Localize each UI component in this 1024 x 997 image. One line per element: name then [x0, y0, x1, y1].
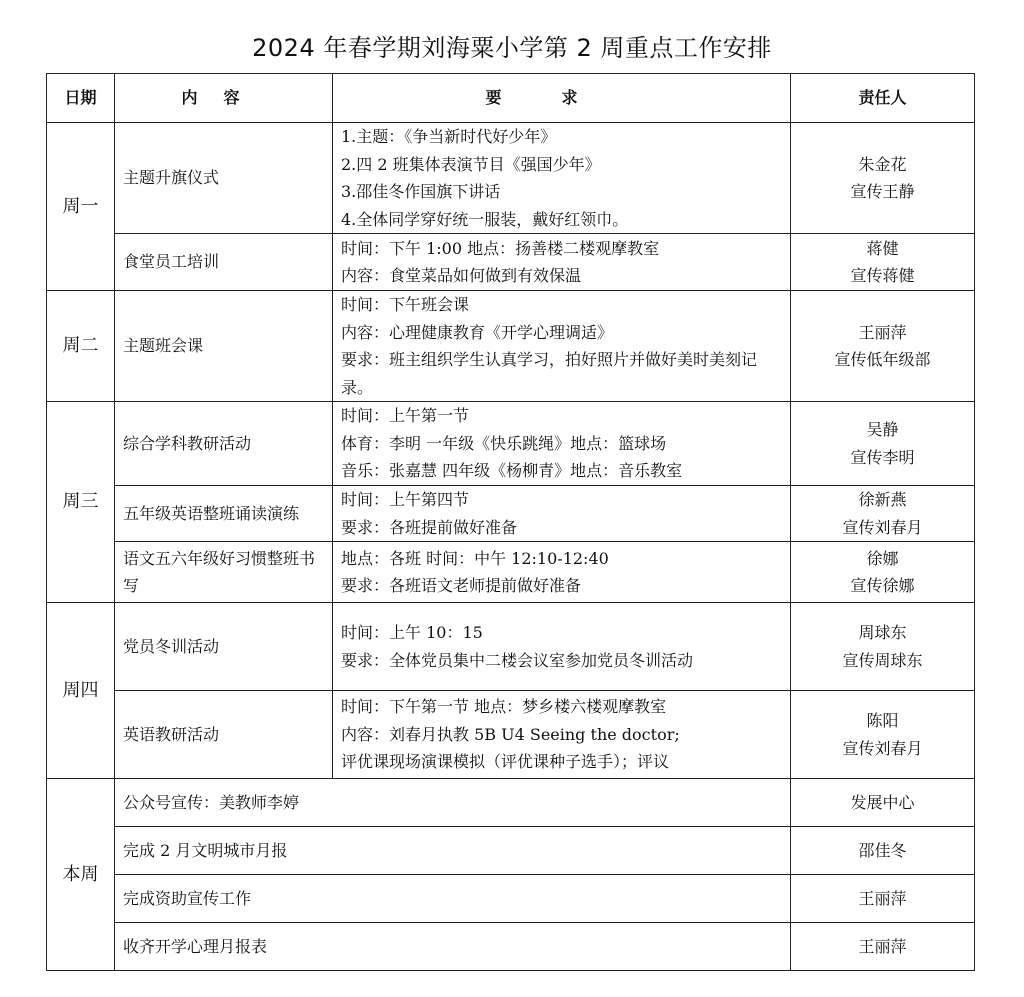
requirement-line: 要求：各班提前做好准备 [341, 517, 518, 537]
table-row [47, 123, 975, 234]
content-cell: 公众号宣传：美教师李婷 [115, 779, 791, 827]
content-cell: 主题班会课 [115, 291, 333, 402]
content-cell: 完成资助宣传工作 [115, 875, 791, 923]
owner-name: 徐新燕 [858, 490, 907, 509]
requirement-line: 评优课现场演课模拟（评优课种子选手）；评议 [341, 752, 670, 772]
requirement-cell [333, 603, 791, 691]
requirement-line: 4.全体同学穿好统一服装，戴好红领巾。 [341, 209, 629, 229]
owner-name: 宣传周球东 [842, 650, 923, 670]
table-row [47, 923, 975, 971]
table-row [47, 291, 975, 402]
owner-name: 朱金花 [858, 154, 907, 174]
requirement-line: 要求：各班语文老师提前做好准备 [341, 576, 582, 595]
owner-name: 宣传李明 [850, 447, 915, 467]
requirement-cell [333, 542, 791, 603]
table-row [47, 779, 975, 827]
owner-name: 邵佳冬 [858, 840, 907, 860]
content-cell: 党员冬训活动 [115, 603, 333, 691]
owner-cell [791, 402, 975, 486]
requirement-cell [333, 402, 791, 486]
owner-name: 王丽萍 [858, 936, 907, 956]
table-row [47, 875, 975, 923]
table-row [47, 691, 975, 779]
day-monday: 周一 [47, 123, 115, 291]
owner-cell [791, 875, 975, 923]
requirement-line: 内容：心理健康教育《开学心理调适》 [341, 322, 614, 342]
owner-cell [791, 603, 975, 691]
owner-name: 徐娜 [866, 548, 899, 568]
table-row [47, 603, 975, 691]
day-wednesday: 周三 [47, 402, 115, 603]
content-cell: 主题升旗仪式 [115, 123, 333, 234]
owner-name: 王丽萍 [858, 322, 907, 342]
table-row [47, 486, 975, 542]
content-cell [115, 542, 333, 603]
requirement-line: 体育：李明 一年级《快乐跳绳》地点：篮球场 [341, 433, 667, 453]
requirement-line: 时间：上午 10：15 [341, 623, 483, 642]
requirement-line: 音乐：张嘉慧 四年级《杨柳青》地点：音乐教室 [341, 461, 683, 481]
owner-cell [791, 779, 975, 827]
owner-name: 宣传蒋健 [850, 266, 915, 285]
header-owner: 责任人 [791, 74, 975, 123]
content-cell: 完成 2 月文明城市月报 [115, 827, 791, 875]
owner-name: 发展中心 [850, 792, 915, 812]
requirement-line: 要求：全体党员集中二楼会议室参加党员冬训活动 [341, 650, 694, 670]
requirement-cell [333, 486, 791, 542]
content-cell: 食堂员工培训 [115, 234, 333, 291]
table-row [47, 827, 975, 875]
header-row [47, 74, 975, 123]
content-cell: 五年级英语整班诵读演练 [115, 486, 333, 542]
content-cell: 英语教研活动 [115, 691, 333, 779]
owner-name: 陈阳 [866, 711, 899, 730]
owner-cell [791, 691, 975, 779]
requirement-line: 时间：上午第一节 [341, 406, 470, 426]
requirement-line: 内容：食堂菜品如何做到有效保温 [341, 266, 582, 285]
owner-cell [791, 486, 975, 542]
requirement-cell [333, 291, 791, 402]
requirement-cell [333, 234, 791, 291]
page-title: 2024 年春学期刘海粟小学第 2 周重点工作安排 [252, 34, 772, 62]
day-thursday: 周四 [47, 603, 115, 779]
requirement-line: 3.邵佳冬作国旗下讲话 [341, 182, 501, 201]
header-requirement: 要求 [333, 74, 791, 123]
requirement-line: 2.四 2 班集体表演节目《强国少年》 [341, 154, 601, 174]
requirement-line: 时间：下午班会课 [341, 295, 470, 314]
owner-cell [791, 291, 975, 402]
owner-name: 宣传徐娜 [850, 576, 915, 595]
requirement-line: 地点：各班 时间：中午 12:10-12:40 [341, 548, 609, 568]
owner-name: 王丽萍 [858, 888, 907, 908]
header-content: 内容 [115, 74, 333, 123]
requirement-line: 时间：下午第一节 地点：梦乡楼六楼观摩教室 [341, 697, 667, 717]
requirement-line: 内容：刘春月执教 5B U4 Seeing the doctor; [341, 724, 680, 744]
schedule-table [46, 73, 975, 971]
owner-name: 宣传刘春月 [842, 517, 923, 537]
table-row [47, 542, 975, 603]
day-this-week: 本周 [47, 779, 115, 971]
content-text: 语文五六年级好习惯整班书写 [123, 548, 316, 595]
requirement-cell [333, 123, 791, 234]
owner-cell [791, 234, 975, 291]
table-row [47, 234, 975, 291]
owner-cell [791, 827, 975, 875]
owner-name: 蒋健 [866, 238, 899, 258]
content-cell: 综合学科教研活动 [115, 402, 333, 486]
owner-name: 宣传刘春月 [842, 738, 923, 758]
header-date: 日期 [47, 74, 115, 123]
owner-cell [791, 923, 975, 971]
requirement-line: 时间：上午第四节 [341, 490, 470, 509]
owner-name: 宣传王静 [850, 182, 915, 201]
requirement-line: 时间：下午 1:00 地点：扬善楼二楼观摩教室 [341, 238, 660, 258]
table-row [47, 402, 975, 486]
owner-name: 宣传低年级部 [834, 350, 931, 369]
owner-cell [791, 542, 975, 603]
day-tuesday: 周二 [47, 291, 115, 402]
owner-name: 吴静 [866, 420, 899, 439]
owner-name: 周球东 [858, 623, 907, 642]
requirement-cell [333, 691, 791, 779]
requirement-line: 1.主题：《争当新时代好少年》 [341, 127, 557, 146]
owner-cell [791, 123, 975, 234]
requirement-line: 要求：班主组织学生认真学习，拍好照片并做好美时美刻记录。 [341, 350, 758, 397]
content-cell: 收齐开学心理月报表 [115, 923, 791, 971]
